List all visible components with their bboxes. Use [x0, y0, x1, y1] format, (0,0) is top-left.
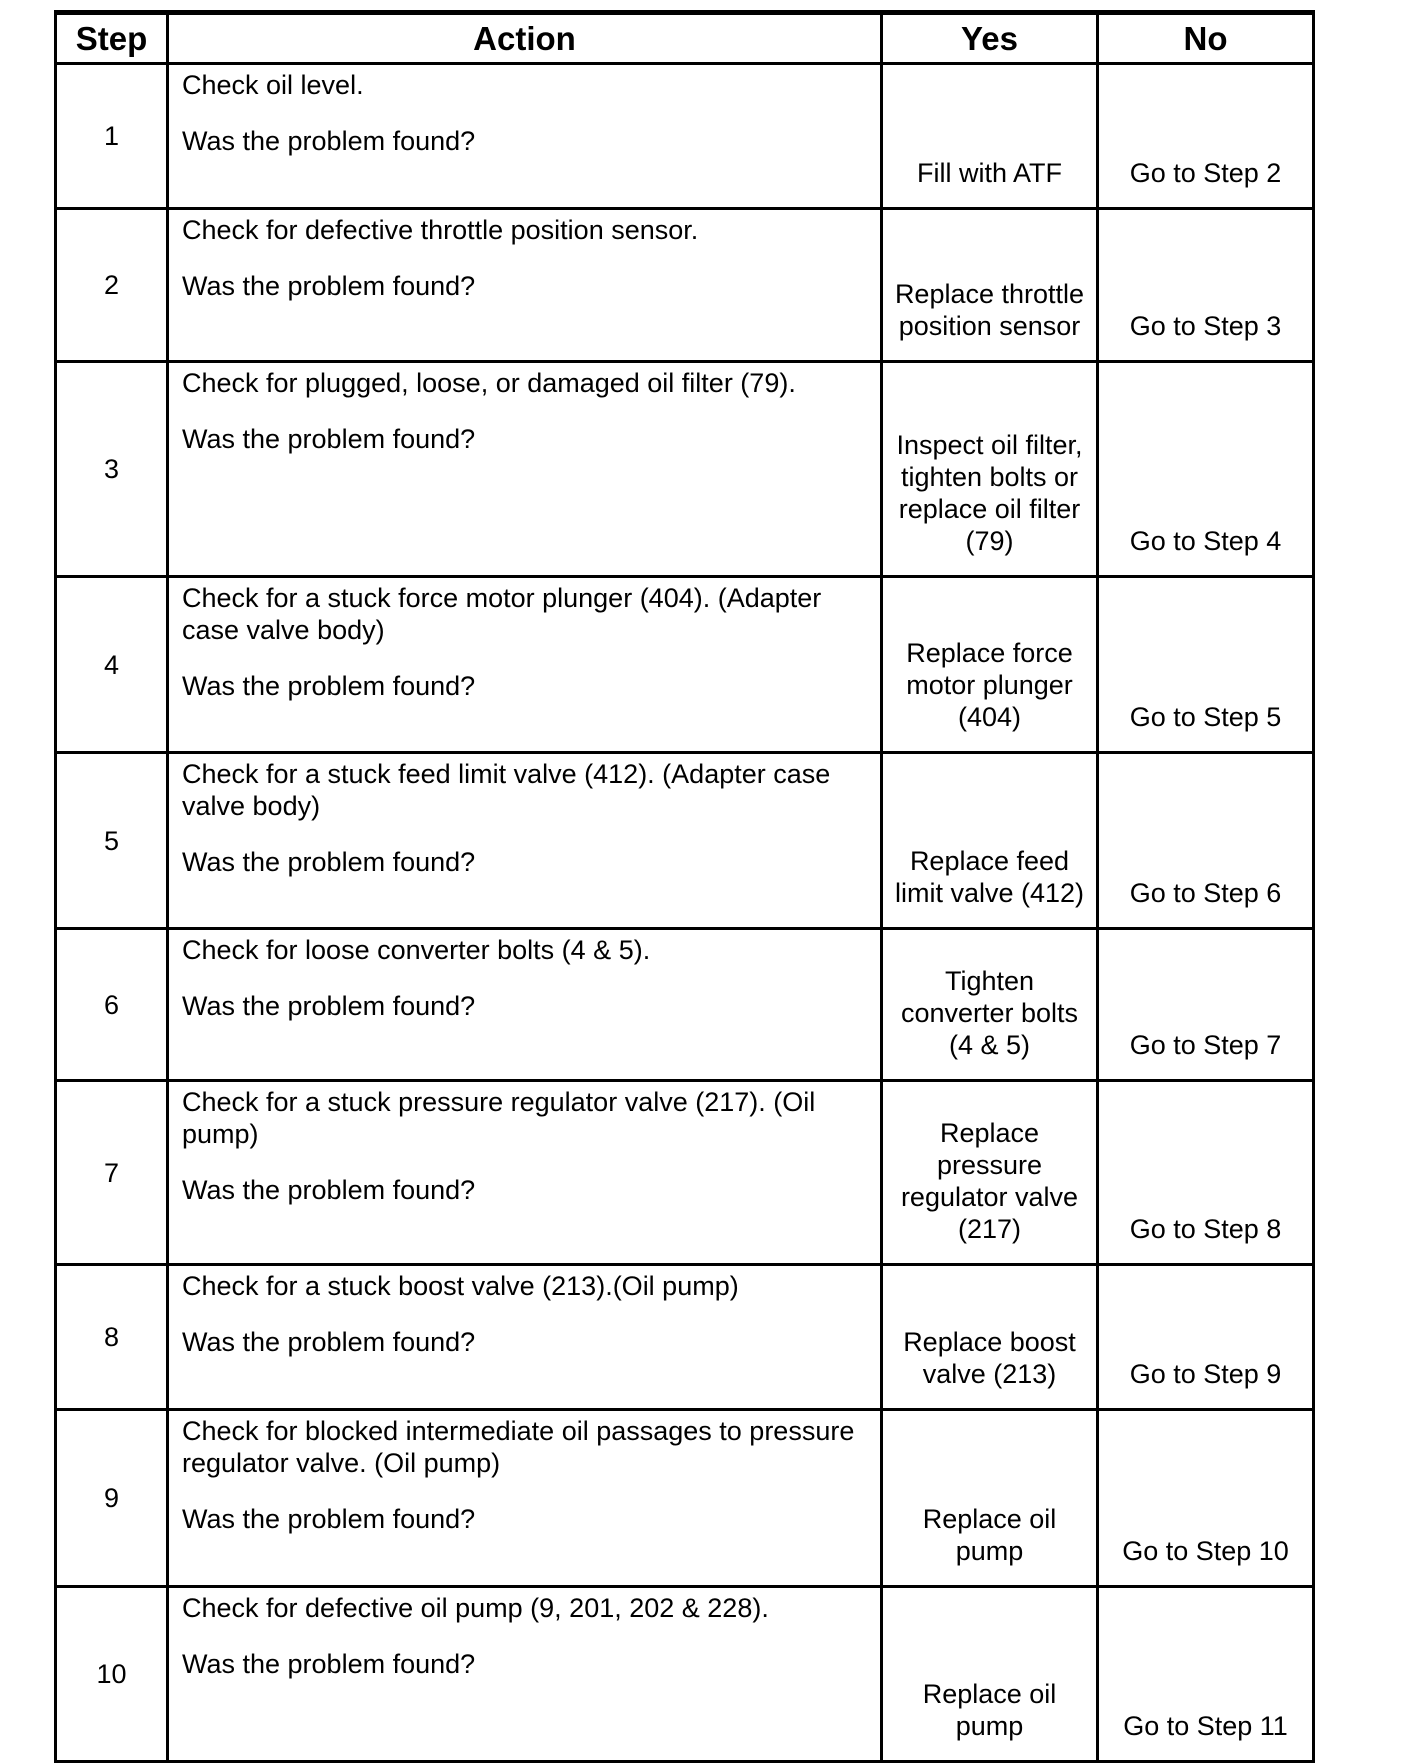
step-number-text: 4	[103, 649, 120, 680]
no-cell: Go to Step 3	[1098, 209, 1314, 362]
table-row	[56, 64, 1314, 209]
step-number	[56, 362, 168, 577]
action-cell	[168, 1081, 882, 1265]
no-cell: Go to Step 6	[1098, 753, 1314, 929]
action-cell	[168, 209, 882, 362]
step-number	[56, 1265, 168, 1410]
yes-cell: Fill with ATF	[882, 64, 1098, 209]
step-number	[56, 753, 168, 929]
step-number-text: 3	[103, 454, 120, 484]
no-cell: Go to Step 9	[1098, 1265, 1314, 1410]
action-check-text: Check for a stuck feed limit valve (412). (Adapter case valve body)	[182, 759, 831, 821]
yes-cell: Replace boost valve (213)	[882, 1265, 1098, 1410]
step-number-text: 8	[103, 1322, 120, 1352]
action-check-text: Check for a stuck force motor plunger (404). (Adapter case valve body)	[182, 583, 822, 645]
action-cell	[168, 1410, 882, 1587]
action-question-text: Was the problem found?	[182, 847, 476, 877]
table-row	[56, 929, 1314, 1081]
no-cell: Go to Step 11	[1098, 1587, 1314, 1762]
yes-cell: Replace oil pump	[882, 1410, 1098, 1587]
diagnostic-table	[54, 10, 1315, 1763]
action-cell	[168, 362, 882, 577]
table-row	[56, 1265, 1314, 1410]
step-number-text: 10	[96, 1659, 127, 1689]
step-number	[56, 929, 168, 1081]
header-step: Step	[56, 13, 168, 64]
table-row	[56, 1410, 1314, 1587]
action-question-text: Was the problem found?	[182, 1649, 476, 1679]
step-number	[56, 1410, 168, 1587]
action-question-text: Was the problem found?	[182, 1327, 476, 1357]
action-check-text: Check for a stuck boost valve (213).(Oil pump)	[182, 1271, 739, 1301]
yes-cell: Replace oil pump	[882, 1587, 1098, 1762]
table-row	[56, 362, 1314, 577]
table-row	[56, 577, 1314, 753]
action-question-text: Was the problem found?	[182, 1504, 476, 1534]
no-cell: Go to Step 10	[1098, 1410, 1314, 1587]
table-row	[56, 753, 1314, 929]
yes-cell: Replace pressure regulator valve (217)	[882, 1081, 1098, 1265]
no-cell: Go to Step 7	[1098, 929, 1314, 1081]
action-check-text: Check for defective oil pump (9, 201, 202 & 228).	[182, 1593, 769, 1623]
step-number	[56, 209, 168, 362]
header-action: Action	[168, 13, 882, 64]
step-number	[56, 577, 168, 753]
action-cell	[168, 753, 882, 929]
no-cell: Go to Step 8	[1098, 1081, 1314, 1265]
action-question-text: Was the problem found?	[182, 671, 476, 701]
no-cell: Go to Step 5	[1098, 577, 1314, 753]
yes-cell: Tighten converter bolts (4 & 5)	[882, 929, 1098, 1081]
action-question-text: Was the problem found?	[182, 991, 476, 1021]
step-number-text: 2	[103, 270, 120, 300]
diagnostic-table-container	[54, 10, 1312, 1741]
yes-cell: Replace feed limit valve (412)	[882, 753, 1098, 929]
action-check-text: Check for a stuck pressure regulator valve (217). (Oil pump)	[182, 1087, 816, 1149]
action-question-text: Was the problem found?	[182, 126, 476, 156]
no-cell: Go to Step 2	[1098, 64, 1314, 209]
header-no: No	[1098, 13, 1314, 64]
action-question-text: Was the problem found?	[182, 424, 476, 454]
action-cell	[168, 1587, 882, 1762]
action-question-text: Was the problem found?	[182, 1175, 476, 1205]
yes-cell: Inspect oil filter, tighten bolts or replace oil filter (79)	[882, 362, 1098, 577]
step-number	[56, 1081, 168, 1265]
action-check-text: Check for plugged, loose, or damaged oil filter (79).	[182, 368, 796, 398]
yes-cell: Replace force motor plunger (404)	[882, 577, 1098, 753]
table-header-row	[56, 13, 1314, 64]
table-row	[56, 1081, 1314, 1265]
no-cell: Go to Step 4	[1098, 362, 1314, 577]
step-number-text: 9	[103, 1483, 120, 1513]
action-cell	[168, 577, 882, 753]
yes-cell: Replace throttle position sensor	[882, 209, 1098, 362]
action-check-text: Check for defective throttle position sensor.	[182, 215, 699, 245]
table-row	[56, 1587, 1314, 1762]
action-cell	[168, 64, 882, 209]
action-check-text: Check for loose converter bolts (4 & 5).	[182, 935, 651, 965]
step-number-text: 5	[103, 825, 120, 856]
header-yes: Yes	[882, 13, 1098, 64]
step-number-text: 6	[103, 989, 120, 1020]
action-check-text: Check for blocked intermediate oil passages to pressure regulator valve. (Oil pump)	[182, 1416, 855, 1478]
step-number	[56, 64, 168, 209]
step-number-text: 1	[103, 121, 120, 151]
step-number	[56, 1587, 168, 1762]
step-number-text: 7	[103, 1157, 120, 1188]
action-question-text: Was the problem found?	[182, 271, 476, 301]
action-cell	[168, 929, 882, 1081]
table-row	[56, 209, 1314, 362]
action-check-text: Check oil level.	[182, 70, 364, 100]
action-cell	[168, 1265, 882, 1410]
